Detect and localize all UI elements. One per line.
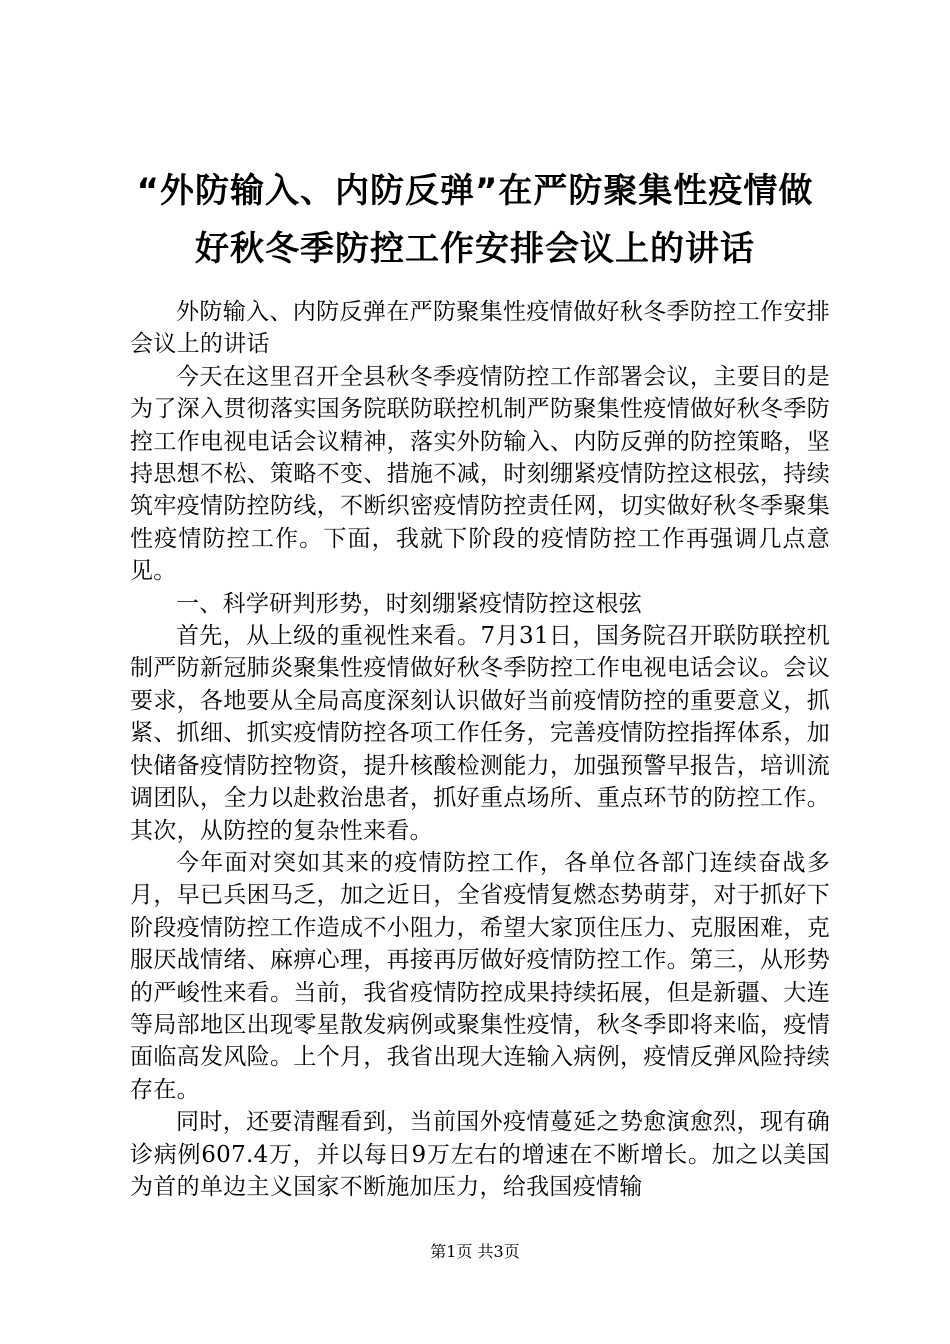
paragraph-first: 首先，从上级的重视性来看。7月31日，国务院召开联防联控机制严防新冠肺炎聚集性疫情做好秋冬季防控工作电视电话会议。会议要求，各地要从全局高度深刻认识做好当前疫情防控的重要意义，抓紧、抓细、抓实疫情防控各项工作任务，完善疫情防控指挥体系，加快储备疫情防控物资，提升核酸检测能力，加强预警早报告，培训流调团队，全力以赴救治患者，抓好重点场所、重点环节的防控工作。其次，从防控的复杂性来看。 [130,623,830,844]
document-body [130,296,830,1203]
section-heading-1: 一、科学研判形势，时刻绷紧疫情防控这根弦 [176,590,642,617]
page-footer: 第1页 共3页 [430,1242,520,1261]
paragraph-second: 今年面对突如其来的疫情防控工作，各单位各部门连续奋战多月，早已兵困马乏，加之近日，全省疫情复燃态势萌芽，对于抓好下阶段疫情防控工作造成不小阻力，希望大家顶住压力、克服困难，克服厌战情绪、麻痹心理，再接再厉做好疫情防控工作。第三，从形势的严峻性来看。当前，我省疫情防控成果持续拓展，但是新疆、大连等局部地区出现零星散发病例或聚集性疫情，秋冬季即将来临，疫情面临高发风险。上个月，我省出现大连输入病例，疫情反弹风险持续存在。 [130,849,830,1103]
paragraph-third: 同时，还要清醒看到，当前国外疫情蔓延之势愈演愈烈，现有确诊病例607.4万，并以每日9万左右的增速在不断增长。加之以美国为首的单边主义国家不断施加压力，给我国疫情输 [130,1109,830,1200]
title-line-2: 好秋冬季防控工作安排会议上的讲话 [195,229,755,269]
paragraph-subtitle: 外防输入、内防反弹在严防聚集性疫情做好秋冬季防控工作安排会议上的讲话 [130,299,830,358]
document-title [100,162,850,278]
paragraph-intro: 今天在这里召开全县秋冬季疫情防控工作部署会议，主要目的是为了深入贯彻落实国务院联防联控机制严防聚集性疫情做好秋冬季防控工作电视电话会议精神，落实外防输入、内防反弹的防控策略，坚持思想不松、策略不变、措施不减，时刻绷紧疫情防控这根弦，持续筑牢疫情防控防线，不断织密疫情防控责任网，切实做好秋冬季聚集性疫情防控工作。下面，我就下阶段的疫情防控工作再强调几点意见。 [130,363,830,585]
title-line-1: “外防输入、内防反弹”在严防聚集性疫情做 [136,171,814,211]
